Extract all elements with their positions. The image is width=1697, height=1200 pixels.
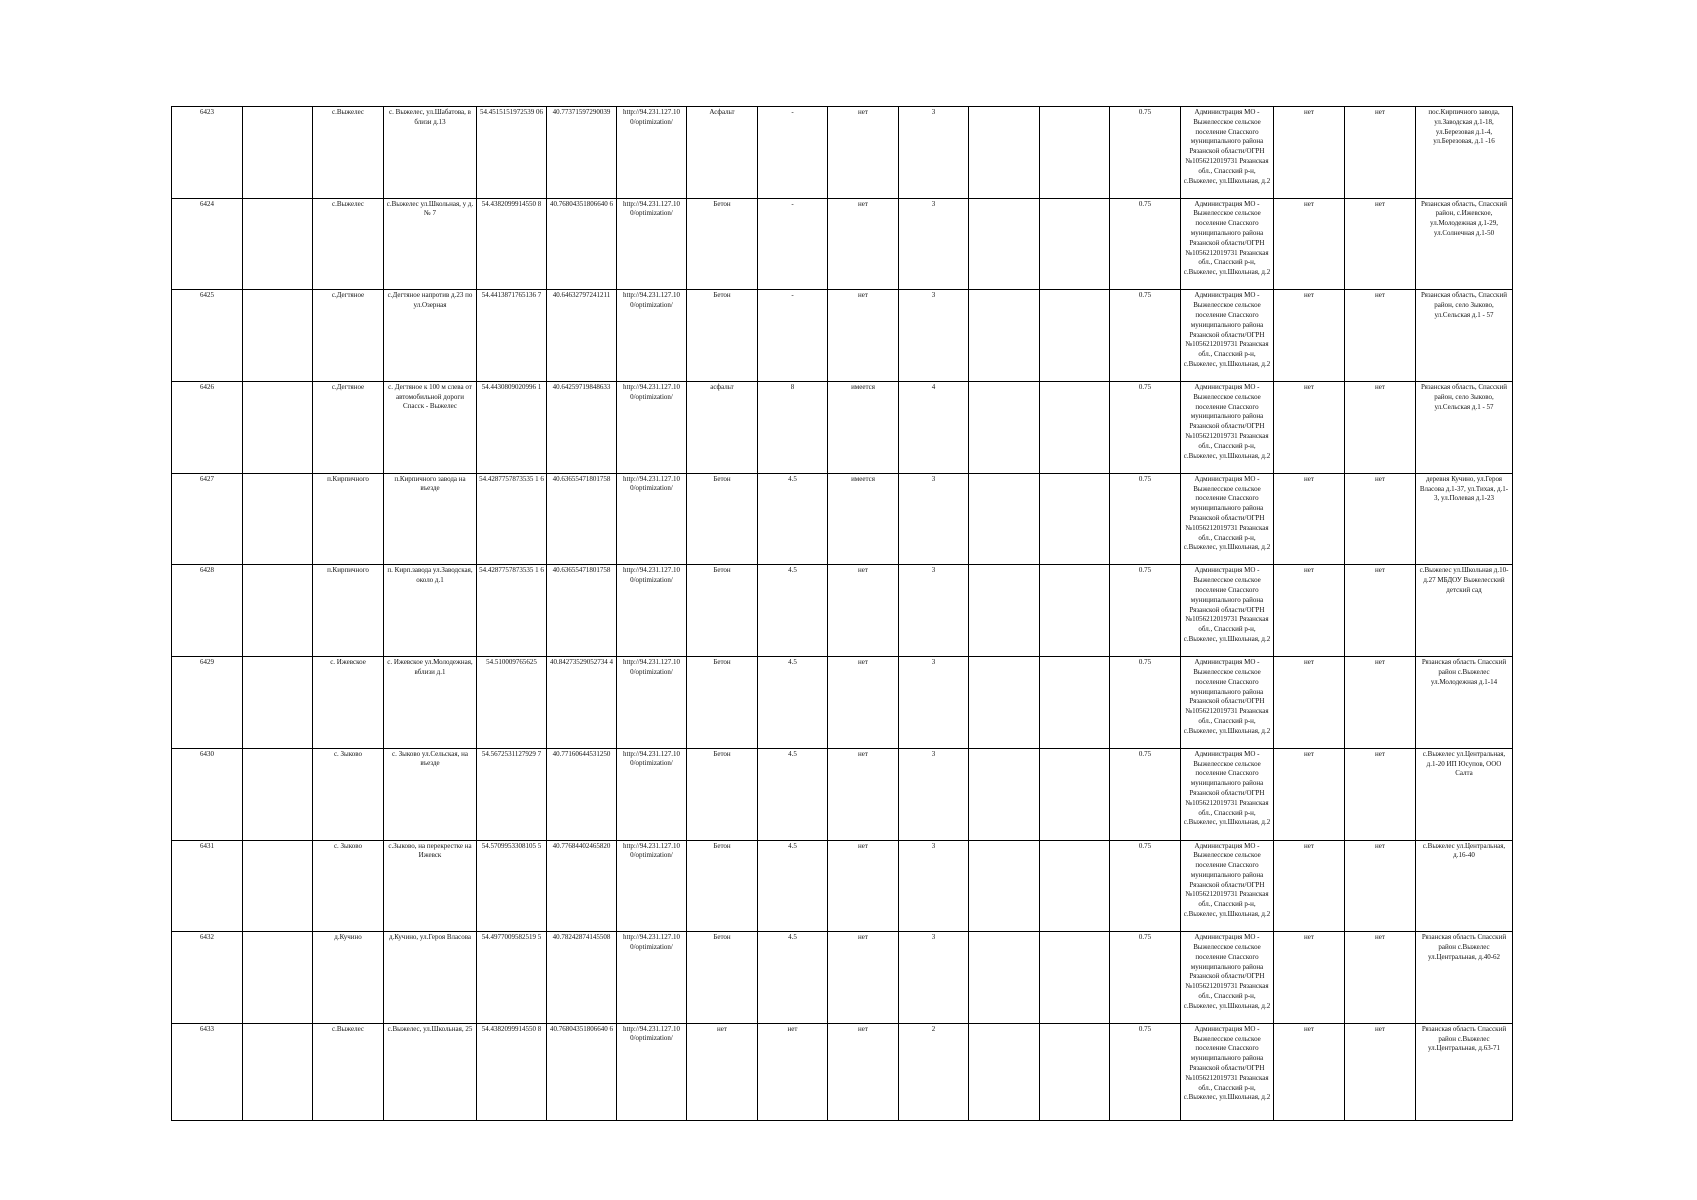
owner-info: Администрация МО - Выжелесское сельское поселение Спасского муниципального района Рязанской области/ОГРН №1056212019731 Рязанская обл., Спасский р-н, с.Выжелес, ул.Школьная, д.2: [1181, 473, 1274, 565]
container-count: 3: [899, 748, 969, 840]
longitude: 40.64259719848633: [547, 382, 617, 474]
map-link: http://94.231.127.10 0/optimization/: [617, 382, 687, 474]
settlement-name: с.Выжелес: [313, 198, 384, 290]
site-area: 4.5: [758, 565, 828, 657]
owner-info: Администрация МО - Выжелесское сельское поселение Спасского муниципального района Рязанской области/ОГРН №1056212019731 Рязанская обл., Спасский р-н, с.Выжелес, ул.Школьная, д.2: [1181, 107, 1274, 199]
site-address: с.Выжелес ул.Школьная, у д.№ 7: [384, 198, 477, 290]
empty-cell-yesno: нет: [1274, 932, 1345, 1024]
shed-presence: нет: [828, 107, 899, 199]
latitude: 54.4515151972539 06: [477, 107, 547, 199]
longitude: 40.77160644531250: [547, 748, 617, 840]
registry-table: [171, 106, 1513, 1121]
empty-cell: [1040, 748, 1110, 840]
settlement-name: с.Дегтяное: [313, 382, 384, 474]
empty-cell: [969, 748, 1040, 840]
empty-cell: [1040, 290, 1110, 382]
served-area: Рязанская область Спасский район с.Выжелес ул.Молодежная д.1-14: [1416, 657, 1513, 749]
shed-presence: имеется: [828, 382, 899, 474]
site-address: с. Выжелес, ул.Шабатова, в близи д.13: [384, 107, 477, 199]
record-number: 6428: [172, 565, 243, 657]
settlement-name: с.Выжелес: [313, 107, 384, 199]
surface-type: Бетон: [687, 932, 758, 1024]
empty-cell: [243, 473, 313, 565]
record-number: 6432: [172, 932, 243, 1024]
container-count: 2: [899, 1023, 969, 1120]
owner-info: Администрация МО - Выжелесское сельское поселение Спасского муниципального района Рязанской области/ОГРН №1056212019731 Рязанская обл., Спасский р-н, с.Выжелес, ул.Школьная, д.2: [1181, 1023, 1274, 1120]
shed-presence: нет: [828, 840, 899, 932]
record-number: 6430: [172, 748, 243, 840]
map-link: http://94.231.127.10 0/optimization/: [617, 290, 687, 382]
surface-type: Бетон: [687, 748, 758, 840]
empty-cell: [1040, 565, 1110, 657]
longitude: 40.77684402465820: [547, 840, 617, 932]
empty-cell: [243, 840, 313, 932]
surface-type: Бетон: [687, 198, 758, 290]
empty-cell-yesno: нет: [1345, 657, 1416, 749]
served-area: с.Выжелес ул.Центральная, д.16-40: [1416, 840, 1513, 932]
empty-cell: [1040, 840, 1110, 932]
served-area: Рязанская область, Спасский район, село Зыково, ул.Сельская д.1 - 57: [1416, 290, 1513, 382]
settlement-name: с. Зыково: [313, 748, 384, 840]
empty-cell: [969, 290, 1040, 382]
container-volume: 0.75: [1110, 473, 1181, 565]
empty-cell: [1040, 657, 1110, 749]
latitude: 54.5672531127929 7: [477, 748, 547, 840]
settlement-name: п.Кирпичного: [313, 565, 384, 657]
site-address: с. Ижевское ул.Молодежная, вблизи д.1: [384, 657, 477, 749]
latitude: 54.4977009582519 5: [477, 932, 547, 1024]
container-count: 3: [899, 473, 969, 565]
empty-cell-yesno: нет: [1274, 382, 1345, 474]
shed-presence: нет: [828, 198, 899, 290]
settlement-name: с. Ижевское: [313, 657, 384, 749]
container-volume: 0.75: [1110, 198, 1181, 290]
shed-presence: имеется: [828, 473, 899, 565]
site-address: с.Зыково, на перекрестке на Ижевск: [384, 840, 477, 932]
longitude: 40.64632797241211: [547, 290, 617, 382]
site-area: 4.5: [758, 840, 828, 932]
record-number: 6425: [172, 290, 243, 382]
empty-cell-yesno: нет: [1345, 107, 1416, 199]
container-count: 3: [899, 107, 969, 199]
record-number: 6423: [172, 107, 243, 199]
container-count: 3: [899, 657, 969, 749]
site-area: 4.5: [758, 748, 828, 840]
latitude: 54.4287757873535 1 6: [477, 473, 547, 565]
empty-cell: [1040, 932, 1110, 1024]
owner-info: Администрация МО - Выжелесское сельское поселение Спасского муниципального района Рязанской области/ОГРН №1056212019731 Рязанская обл., Спасский р-н, с.Выжелес, ул.Школьная, д.2: [1181, 748, 1274, 840]
empty-cell: [243, 657, 313, 749]
empty-cell-yesno: нет: [1274, 657, 1345, 749]
container-count: 3: [899, 932, 969, 1024]
table-row: [172, 290, 1513, 382]
empty-cell: [1040, 198, 1110, 290]
empty-cell: [969, 840, 1040, 932]
empty-cell: [243, 1023, 313, 1120]
container-volume: 0.75: [1110, 748, 1181, 840]
empty-cell-yesno: нет: [1345, 840, 1416, 932]
empty-cell-yesno: нет: [1345, 473, 1416, 565]
empty-cell: [969, 473, 1040, 565]
site-address: д.Кучино, ул.Героя Власова: [384, 932, 477, 1024]
surface-type: Бетон: [687, 657, 758, 749]
longitude: 40.78242874145508: [547, 932, 617, 1024]
served-area: Рязанская область, Спасский район, село Зыково, ул.Сельская д.1 - 57: [1416, 382, 1513, 474]
longitude: 40.63655471801758: [547, 565, 617, 657]
empty-cell: [969, 107, 1040, 199]
map-link: http://94.231.127.10 0/optimization/: [617, 932, 687, 1024]
empty-cell-yesno: нет: [1345, 290, 1416, 382]
latitude: 54.4382099914550 8: [477, 1023, 547, 1120]
container-volume: 0.75: [1110, 565, 1181, 657]
owner-info: Администрация МО - Выжелесское сельское поселение Спасского муниципального района Рязанской области/ОГРН №1056212019731 Рязанская обл., Спасский р-н, с.Выжелес, ул.Школьная, д.2: [1181, 565, 1274, 657]
longitude: 40.84273529052734 4: [547, 657, 617, 749]
empty-cell: [243, 932, 313, 1024]
container-volume: 0.75: [1110, 1023, 1181, 1120]
surface-type: Бетон: [687, 840, 758, 932]
container-count: 3: [899, 565, 969, 657]
container-volume: 0.75: [1110, 290, 1181, 382]
container-count: 4: [899, 382, 969, 474]
empty-cell: [1040, 1023, 1110, 1120]
container-count: 3: [899, 840, 969, 932]
owner-info: Администрация МО - Выжелесское сельское поселение Спасского муниципального района Рязанской области/ОГРН №1056212019731 Рязанская обл., Спасский р-н, с.Выжелес, ул.Школьная, д.2: [1181, 290, 1274, 382]
record-number: 6426: [172, 382, 243, 474]
settlement-name: с. Зыково: [313, 840, 384, 932]
empty-cell: [243, 198, 313, 290]
surface-type: Бетон: [687, 290, 758, 382]
site-area: -: [758, 290, 828, 382]
latitude: 54.4382099914550 8: [477, 198, 547, 290]
record-number: 6429: [172, 657, 243, 749]
owner-info: Администрация МО - Выжелесское сельское поселение Спасского муниципального района Рязанской области/ОГРН №1056212019731 Рязанская обл., Спасский р-н, с.Выжелес, ул.Школьная, д.2: [1181, 382, 1274, 474]
latitude: 54.4430809020996 1: [477, 382, 547, 474]
container-volume: 0.75: [1110, 840, 1181, 932]
map-link: http://94.231.127.10 0/optimization/: [617, 473, 687, 565]
empty-cell-yesno: нет: [1274, 748, 1345, 840]
owner-info: Администрация МО - Выжелесское сельское поселение Спасского муниципального района Рязанской области/ОГРН №1056212019731 Рязанская обл., Спасский р-н, с.Выжелес, ул.Школьная, д.2: [1181, 840, 1274, 932]
table-row: [172, 1023, 1513, 1120]
shed-presence: нет: [828, 290, 899, 382]
table-row: [172, 657, 1513, 749]
settlement-name: п.Кирпичного: [313, 473, 384, 565]
table-row: [172, 748, 1513, 840]
table-row: [172, 840, 1513, 932]
served-area: Рязанская область, Спасский район, с.Ижевское, ул.Молодежная д.1-29, ул.Солнечная д.1-50: [1416, 198, 1513, 290]
settlement-name: с.Выжелес: [313, 1023, 384, 1120]
table-row: [172, 565, 1513, 657]
empty-cell: [1040, 107, 1110, 199]
site-area: -: [758, 107, 828, 199]
surface-type: Бетон: [687, 565, 758, 657]
empty-cell-yesno: нет: [1274, 198, 1345, 290]
served-area: с.Выжелес ул.Школьная д.10-д.27 МБДОУ Выжелесский детский сад: [1416, 565, 1513, 657]
owner-info: Администрация МО - Выжелесское сельское поселение Спасского муниципального района Рязанской области/ОГРН №1056212019731 Рязанская обл., Спасский р-н, с.Выжелес, ул.Школьная, д.2: [1181, 657, 1274, 749]
empty-cell-yesno: нет: [1345, 565, 1416, 657]
site-address: с.Выжелес, ул.Школьная, 25: [384, 1023, 477, 1120]
table-row: [172, 198, 1513, 290]
empty-cell: [969, 198, 1040, 290]
shed-presence: нет: [828, 1023, 899, 1120]
site-address: с. Дегтяное к 100 м слева от автомобильной дороги Спасск - Выжелес: [384, 382, 477, 474]
table-row: [172, 473, 1513, 565]
longitude: 40.77371597290039: [547, 107, 617, 199]
empty-cell-yesno: нет: [1274, 565, 1345, 657]
empty-cell: [243, 382, 313, 474]
map-link: http://94.231.127.10 0/optimization/: [617, 107, 687, 199]
surface-type: Бетон: [687, 473, 758, 565]
empty-cell-yesno: нет: [1274, 840, 1345, 932]
site-area: 4.5: [758, 657, 828, 749]
site-area: 4.5: [758, 473, 828, 565]
longitude: 40.76804351806640 6: [547, 198, 617, 290]
map-link: http://94.231.127.10 0/optimization/: [617, 1023, 687, 1120]
record-number: 6433: [172, 1023, 243, 1120]
empty-cell: [243, 290, 313, 382]
container-count: 3: [899, 290, 969, 382]
served-area: деревня Кучино, ул.Героя Власова д.1-37, ул.Тихая, д.1-3, ул.Полевая д.1-23: [1416, 473, 1513, 565]
container-volume: 0.75: [1110, 107, 1181, 199]
table-row: [172, 107, 1513, 199]
served-area: Рязанская область Спасский район с.Выжелес ул.Центральная, д.63-71: [1416, 1023, 1513, 1120]
served-area: Рязанская область Спасский район с.Выжелес ул.Центральная, д.40-62: [1416, 932, 1513, 1024]
surface-type: нет: [687, 1023, 758, 1120]
empty-cell: [243, 107, 313, 199]
empty-cell-yesno: нет: [1345, 1023, 1416, 1120]
surface-type: Асфальт: [687, 107, 758, 199]
registry-table-page: [171, 106, 1509, 1121]
empty-cell-yesno: нет: [1345, 932, 1416, 1024]
empty-cell-yesno: нет: [1274, 1023, 1345, 1120]
map-link: http://94.231.127.10 0/optimization/: [617, 657, 687, 749]
container-volume: 0.75: [1110, 382, 1181, 474]
owner-info: Администрация МО - Выжелесское сельское поселение Спасского муниципального района Рязанской области/ОГРН №1056212019731 Рязанская обл., Спасский р-н, с.Выжелес, ул.Школьная, д.2: [1181, 932, 1274, 1024]
table-row: [172, 382, 1513, 474]
empty-cell-yesno: нет: [1274, 107, 1345, 199]
empty-cell: [1040, 382, 1110, 474]
empty-cell-yesno: нет: [1274, 473, 1345, 565]
map-link: http://94.231.127.10 0/optimization/: [617, 565, 687, 657]
record-number: 6431: [172, 840, 243, 932]
shed-presence: нет: [828, 748, 899, 840]
table-row: [172, 932, 1513, 1024]
latitude: 54.4287757873535 1 6: [477, 565, 547, 657]
site-address: с. Зыково ул.Сельская, на въезде: [384, 748, 477, 840]
empty-cell: [969, 565, 1040, 657]
map-link: http://94.231.127.10 0/optimization/: [617, 748, 687, 840]
site-area: 8: [758, 382, 828, 474]
settlement-name: д.Кучино: [313, 932, 384, 1024]
record-number: 6424: [172, 198, 243, 290]
site-address: п.Кирпичного завода на въезде: [384, 473, 477, 565]
served-area: пос.Кирпичного завода, ул.Заводская д.1-18, ул.Березовая д.1-4, ул.Березовая, д.1 -16: [1416, 107, 1513, 199]
container-volume: 0.75: [1110, 657, 1181, 749]
record-number: 6427: [172, 473, 243, 565]
site-area: -: [758, 198, 828, 290]
map-link: http://94.231.127.10 0/optimization/: [617, 198, 687, 290]
empty-cell-yesno: нет: [1345, 198, 1416, 290]
surface-type: асфальт: [687, 382, 758, 474]
served-area: с.Выжелес ул.Центральная, д.1-20 ИП Юсупов, ООО Салта: [1416, 748, 1513, 840]
empty-cell-yesno: нет: [1345, 382, 1416, 474]
settlement-name: с.Дегтяное: [313, 290, 384, 382]
empty-cell: [969, 1023, 1040, 1120]
latitude: 54.4413871765136 7: [477, 290, 547, 382]
shed-presence: нет: [828, 565, 899, 657]
longitude: 40.63655471801758: [547, 473, 617, 565]
empty-cell: [1040, 473, 1110, 565]
empty-cell: [243, 565, 313, 657]
shed-presence: нет: [828, 657, 899, 749]
empty-cell-yesno: нет: [1345, 748, 1416, 840]
empty-cell: [243, 748, 313, 840]
site-address: п. Кирп.завода ул.Заводская, около д.1: [384, 565, 477, 657]
latitude: 54.5709953308105 5: [477, 840, 547, 932]
map-link: http://94.231.127.10 0/optimization/: [617, 840, 687, 932]
site-area: нет: [758, 1023, 828, 1120]
empty-cell: [969, 932, 1040, 1024]
shed-presence: нет: [828, 932, 899, 1024]
empty-cell: [969, 382, 1040, 474]
empty-cell: [969, 657, 1040, 749]
container-count: 3: [899, 198, 969, 290]
site-area: 4.5: [758, 932, 828, 1024]
empty-cell-yesno: нет: [1274, 290, 1345, 382]
latitude: 54.510009765625: [477, 657, 547, 749]
site-address: с.Дегтяное напротив д.23 по ул.Озерная: [384, 290, 477, 382]
longitude: 40.76804351806640 6: [547, 1023, 617, 1120]
container-volume: 0.75: [1110, 932, 1181, 1024]
owner-info: Администрация МО - Выжелесское сельское поселение Спасского муниципального района Рязанской области/ОГРН №1056212019731 Рязанская обл., Спасский р-н, с.Выжелес, ул.Школьная, д.2: [1181, 198, 1274, 290]
